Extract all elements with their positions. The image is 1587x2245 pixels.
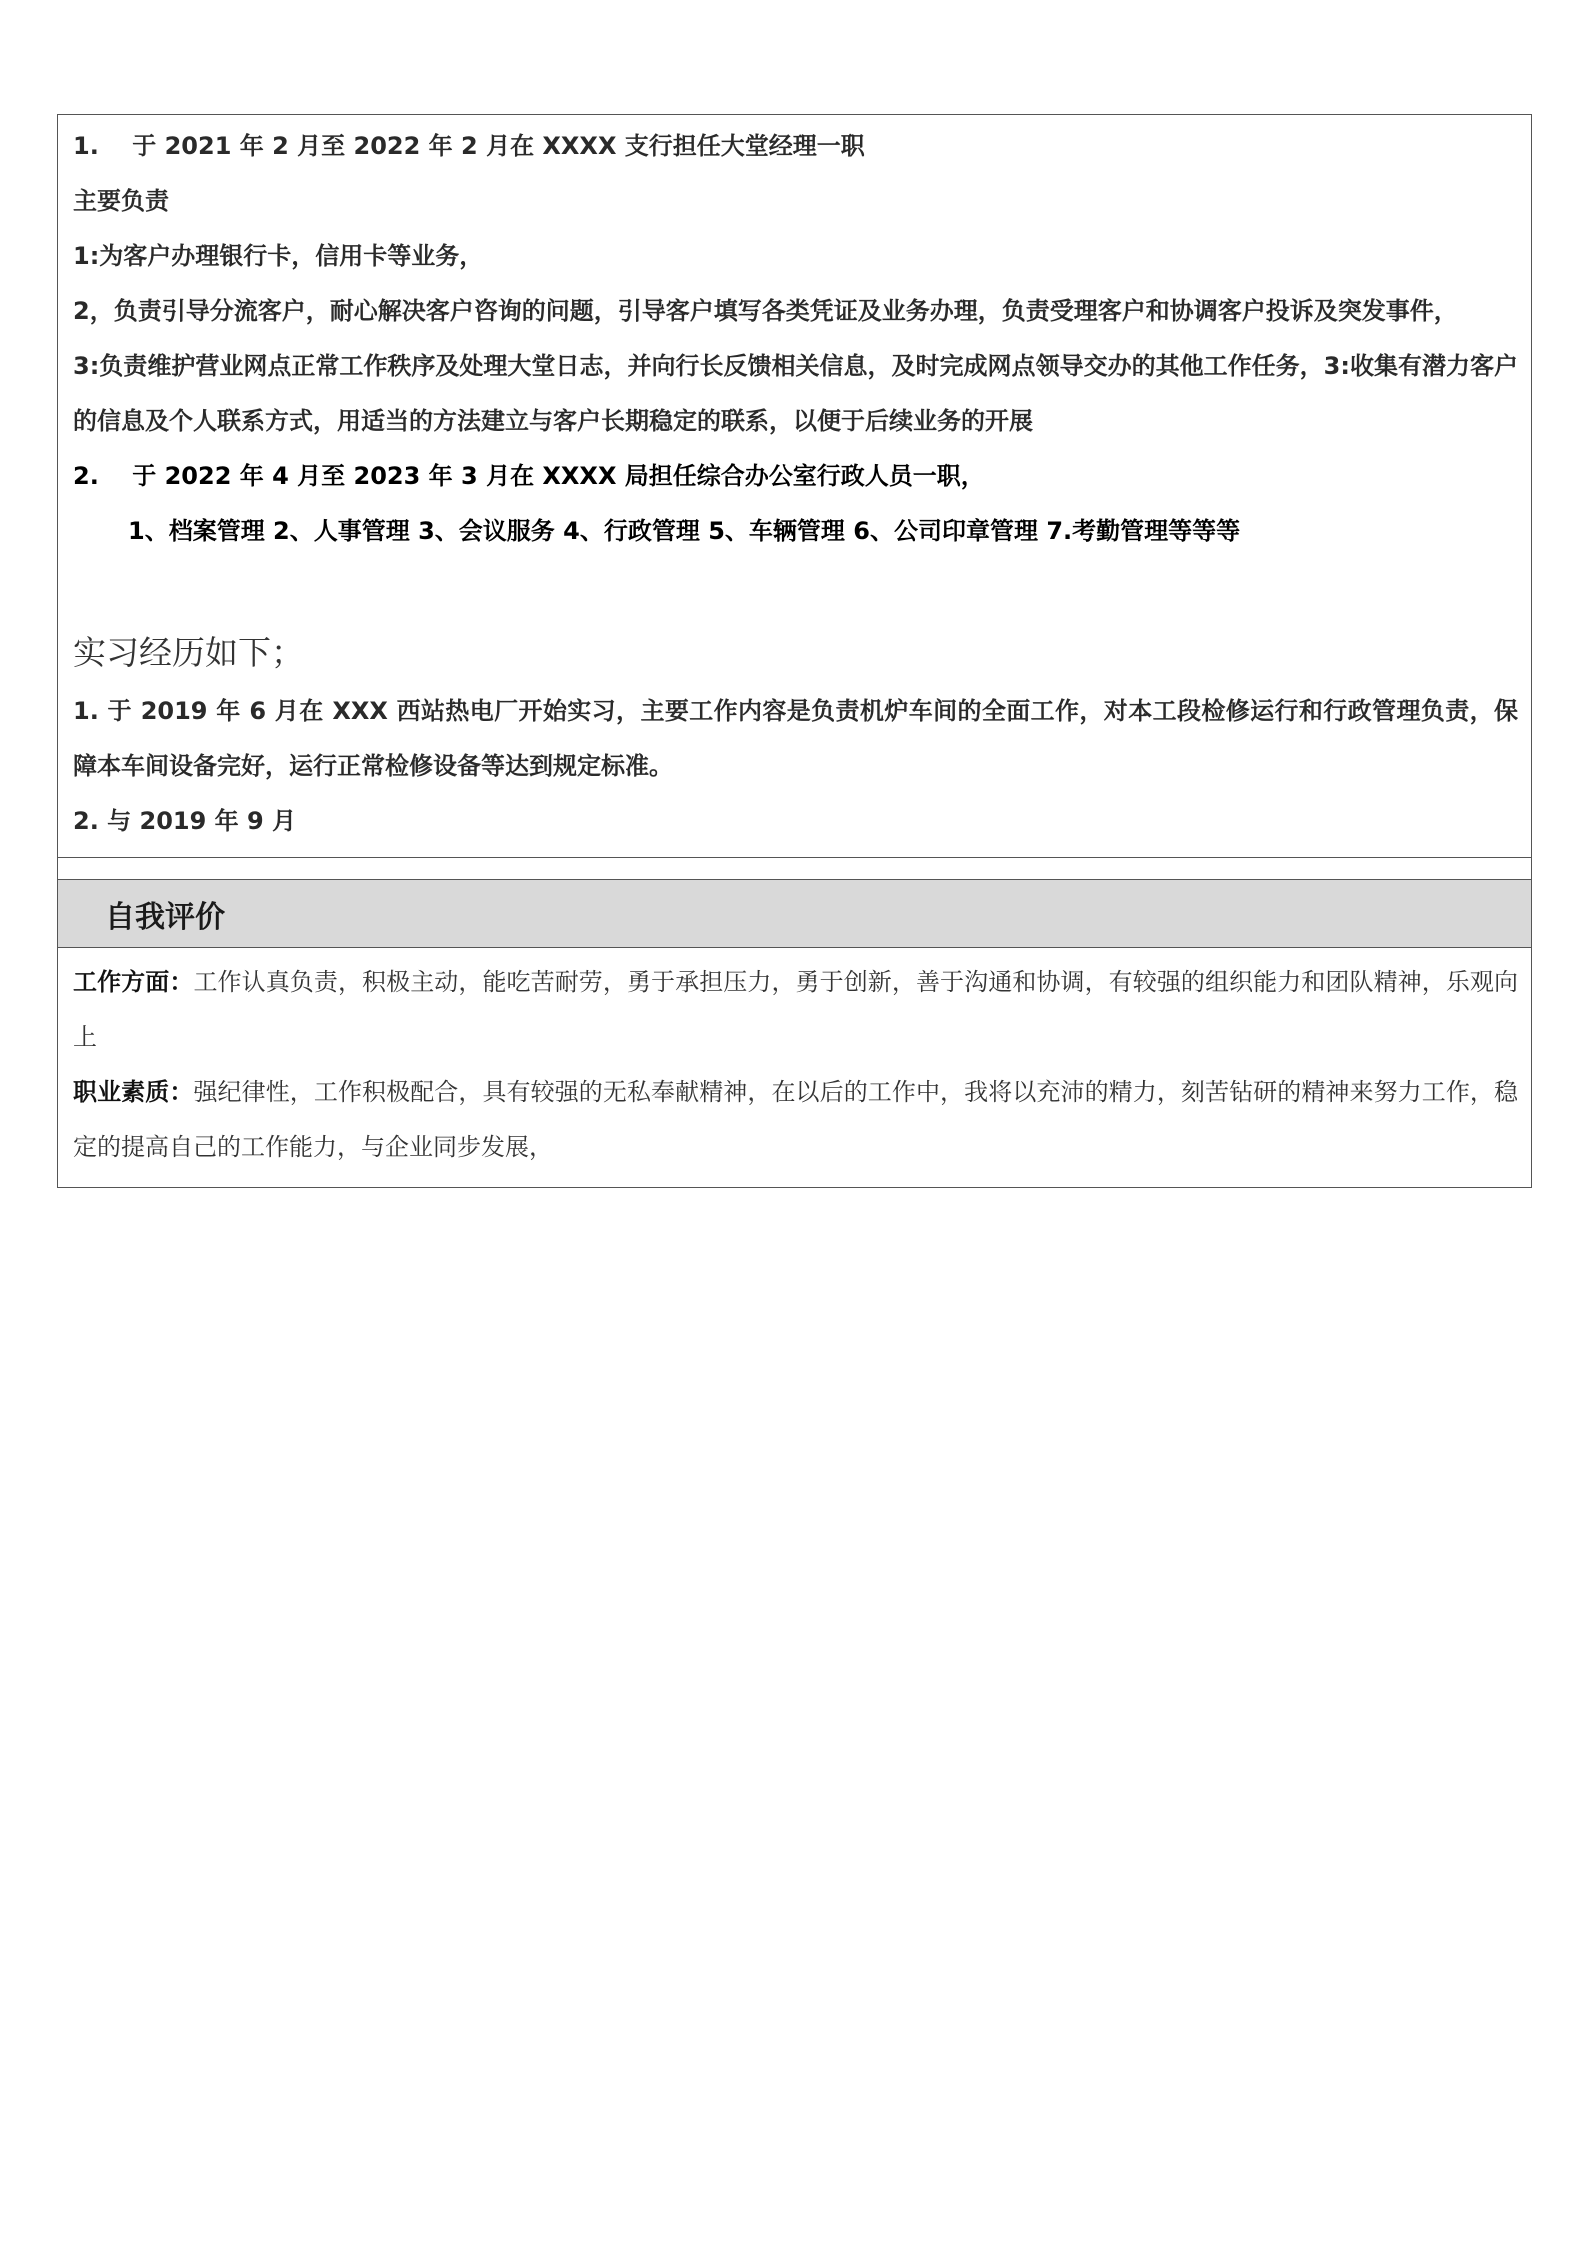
blank-line xyxy=(73,559,1518,614)
work-item-2-title: 2. 于 2022 年 4 月至 2023 年 3 月在 XXXX 局担任综合办公室行政人员一职， xyxy=(73,462,985,490)
duty-3: 3:负责维护营业网点正常工作秩序及处理大堂日志，并向行长反馈相关信息，及时完成网点领导交办的其他工作任务，3:收集有潜力客户的信息及个人联系方式，用适当的方法建立与客户长期稳定的联系，以便于后续业务的开展 xyxy=(73,352,1518,435)
professional-quality-label: 职业素质： xyxy=(73,1078,194,1106)
duty-2: 2，负责引导分流客户，耐心解决客户咨询的问题，引导客户填写各类凭证及业务办理，负责受理客户和协调客户投诉及突发事件， xyxy=(73,297,1458,325)
work-item-1-title: 1. 于 2021 年 2 月至 2022 年 2 月在 XXXX 支行担任大堂经理一职 xyxy=(73,132,865,160)
resume-table xyxy=(57,114,1532,1188)
professional-quality-text: 强纪律性，工作积极配合，具有较强的无私奉献精神，在以后的工作中，我将以充沛的精力，刻苦钻研的精神来努力工作，稳定的提高自己的工作能力，与企业同步发展， xyxy=(73,1078,1519,1161)
table-gap-row xyxy=(58,858,1531,880)
work-aspect-text: 工作认真负责，积极主动，能吃苦耐劳，勇于承担压力，勇于创新，善于沟通和协调，有较强的组织能力和团队精神，乐观向上 xyxy=(73,968,1519,1051)
self-evaluation-title: 自我评价 xyxy=(105,899,225,935)
professional-quality-paragraph xyxy=(73,1065,1518,1175)
self-evaluation-section xyxy=(58,948,1531,1187)
duty-1: 1:为客户办理银行卡，信用卡等业务， xyxy=(73,242,484,270)
work-aspect-label: 工作方面： xyxy=(73,968,194,996)
internship-item-1: 1. 于 2019 年 6 月在 XXX 西站热电厂开始实习，主要工作内容是负责机炉车间的全面工作，对本工段检修运行和行政管理负责，保障本车间设备完好，运行正常检修设备等达到规定标准。 xyxy=(73,697,1518,780)
internship-heading: 实习经历如下； xyxy=(73,633,304,672)
duties-heading: 主要负责 xyxy=(73,187,169,215)
work-aspect-paragraph xyxy=(73,955,1518,1065)
work-experience-section xyxy=(58,115,1531,858)
self-evaluation-header xyxy=(58,880,1531,948)
internship-item-2: 2. 与 2019 年 9 月 xyxy=(73,807,297,835)
work-item-2-duties: 1、档案管理 2、人事管理 3、会议服务 4、行政管理 5、车辆管理 6、公司印章管理 7.考勤管理等等等 xyxy=(128,517,1241,545)
